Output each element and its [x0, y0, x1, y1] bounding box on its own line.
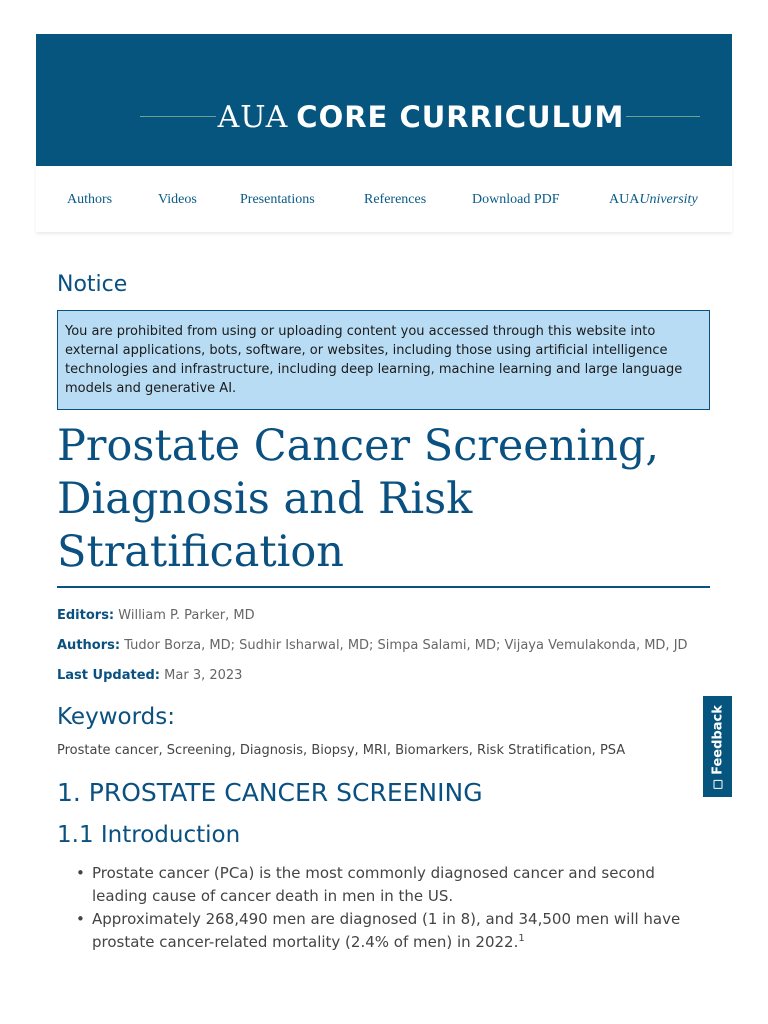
nav-university-prefix: AUA: [609, 192, 640, 207]
editors-line: [57, 608, 255, 623]
subsection-heading: 1.1 Introduction: [57, 822, 241, 848]
page-title: Prostate Cancer Screening, Diagnosis and Risk Stratification: [57, 421, 660, 577]
site-banner: [36, 34, 732, 166]
bullet-text: Prostate cancer (PCa) is the most commonly diagnosed cancer and second leading cause of cancer death in men in the US.: [92, 864, 655, 905]
authors-value: Tudor Borza, MD; Sudhir Isharwal, MD; Simpa Salami, MD; Vijaya Vemulakonda, MD, JD: [124, 638, 688, 653]
brand-bold: CORE CURRICULUM: [296, 100, 625, 134]
feedback-button[interactable]: [703, 696, 732, 797]
nav-videos[interactable]: Videos: [158, 192, 197, 207]
updated-line: [57, 668, 242, 683]
list-item: [92, 908, 712, 954]
keywords-heading: Keywords:: [57, 704, 175, 730]
notice-box: You are prohibited from using or uploading content you accessed through this website into external applications, bots, software, or websites, including those using artificial intelligence technologies and infrastructure, including deep learning, machine learning and large language models and generative AI.: [57, 310, 710, 410]
intro-bullet-list: [92, 862, 712, 954]
site-logo[interactable]: [216, 98, 626, 137]
feedback-label: Feedback: [710, 704, 725, 775]
nav-presentations[interactable]: Presentations: [240, 192, 315, 207]
list-item: [92, 862, 712, 908]
notice-heading: Notice: [57, 272, 128, 297]
nav-aua-university[interactable]: [609, 192, 698, 208]
reference-link[interactable]: 1: [518, 933, 525, 944]
bullet-text: Approximately 268,490 men are diagnosed (1 in 8), and 34,500 men will have prostate cancer-related mortality (2.4% of men) in 2022.: [92, 910, 681, 951]
feedback-icon: [713, 779, 722, 788]
authors-line: [57, 638, 688, 653]
nav-download-pdf[interactable]: Download PDF: [472, 192, 560, 207]
editors-label: Editors:: [57, 608, 115, 623]
banner-rule-right: [626, 116, 700, 117]
banner-rule-left: [140, 116, 216, 117]
keywords-list: Prostate cancer, Screening, Diagnosis, Biopsy, MRI, Biomarkers, Risk Stratification, PSA: [57, 743, 626, 758]
authors-label: Authors:: [57, 638, 121, 653]
updated-value: Mar 3, 2023: [164, 668, 243, 683]
nav-university-suffix: University: [639, 192, 698, 207]
nav-authors[interactable]: Authors: [67, 192, 113, 207]
main-nav: [36, 166, 732, 232]
nav-references[interactable]: References: [364, 192, 427, 207]
brand-light: AUA: [217, 100, 289, 135]
updated-label: Last Updated:: [57, 668, 161, 683]
title-divider: [57, 586, 710, 588]
editors-value: William P. Parker, MD: [118, 608, 255, 623]
section-heading: 1. PROSTATE CANCER SCREENING: [57, 778, 483, 807]
